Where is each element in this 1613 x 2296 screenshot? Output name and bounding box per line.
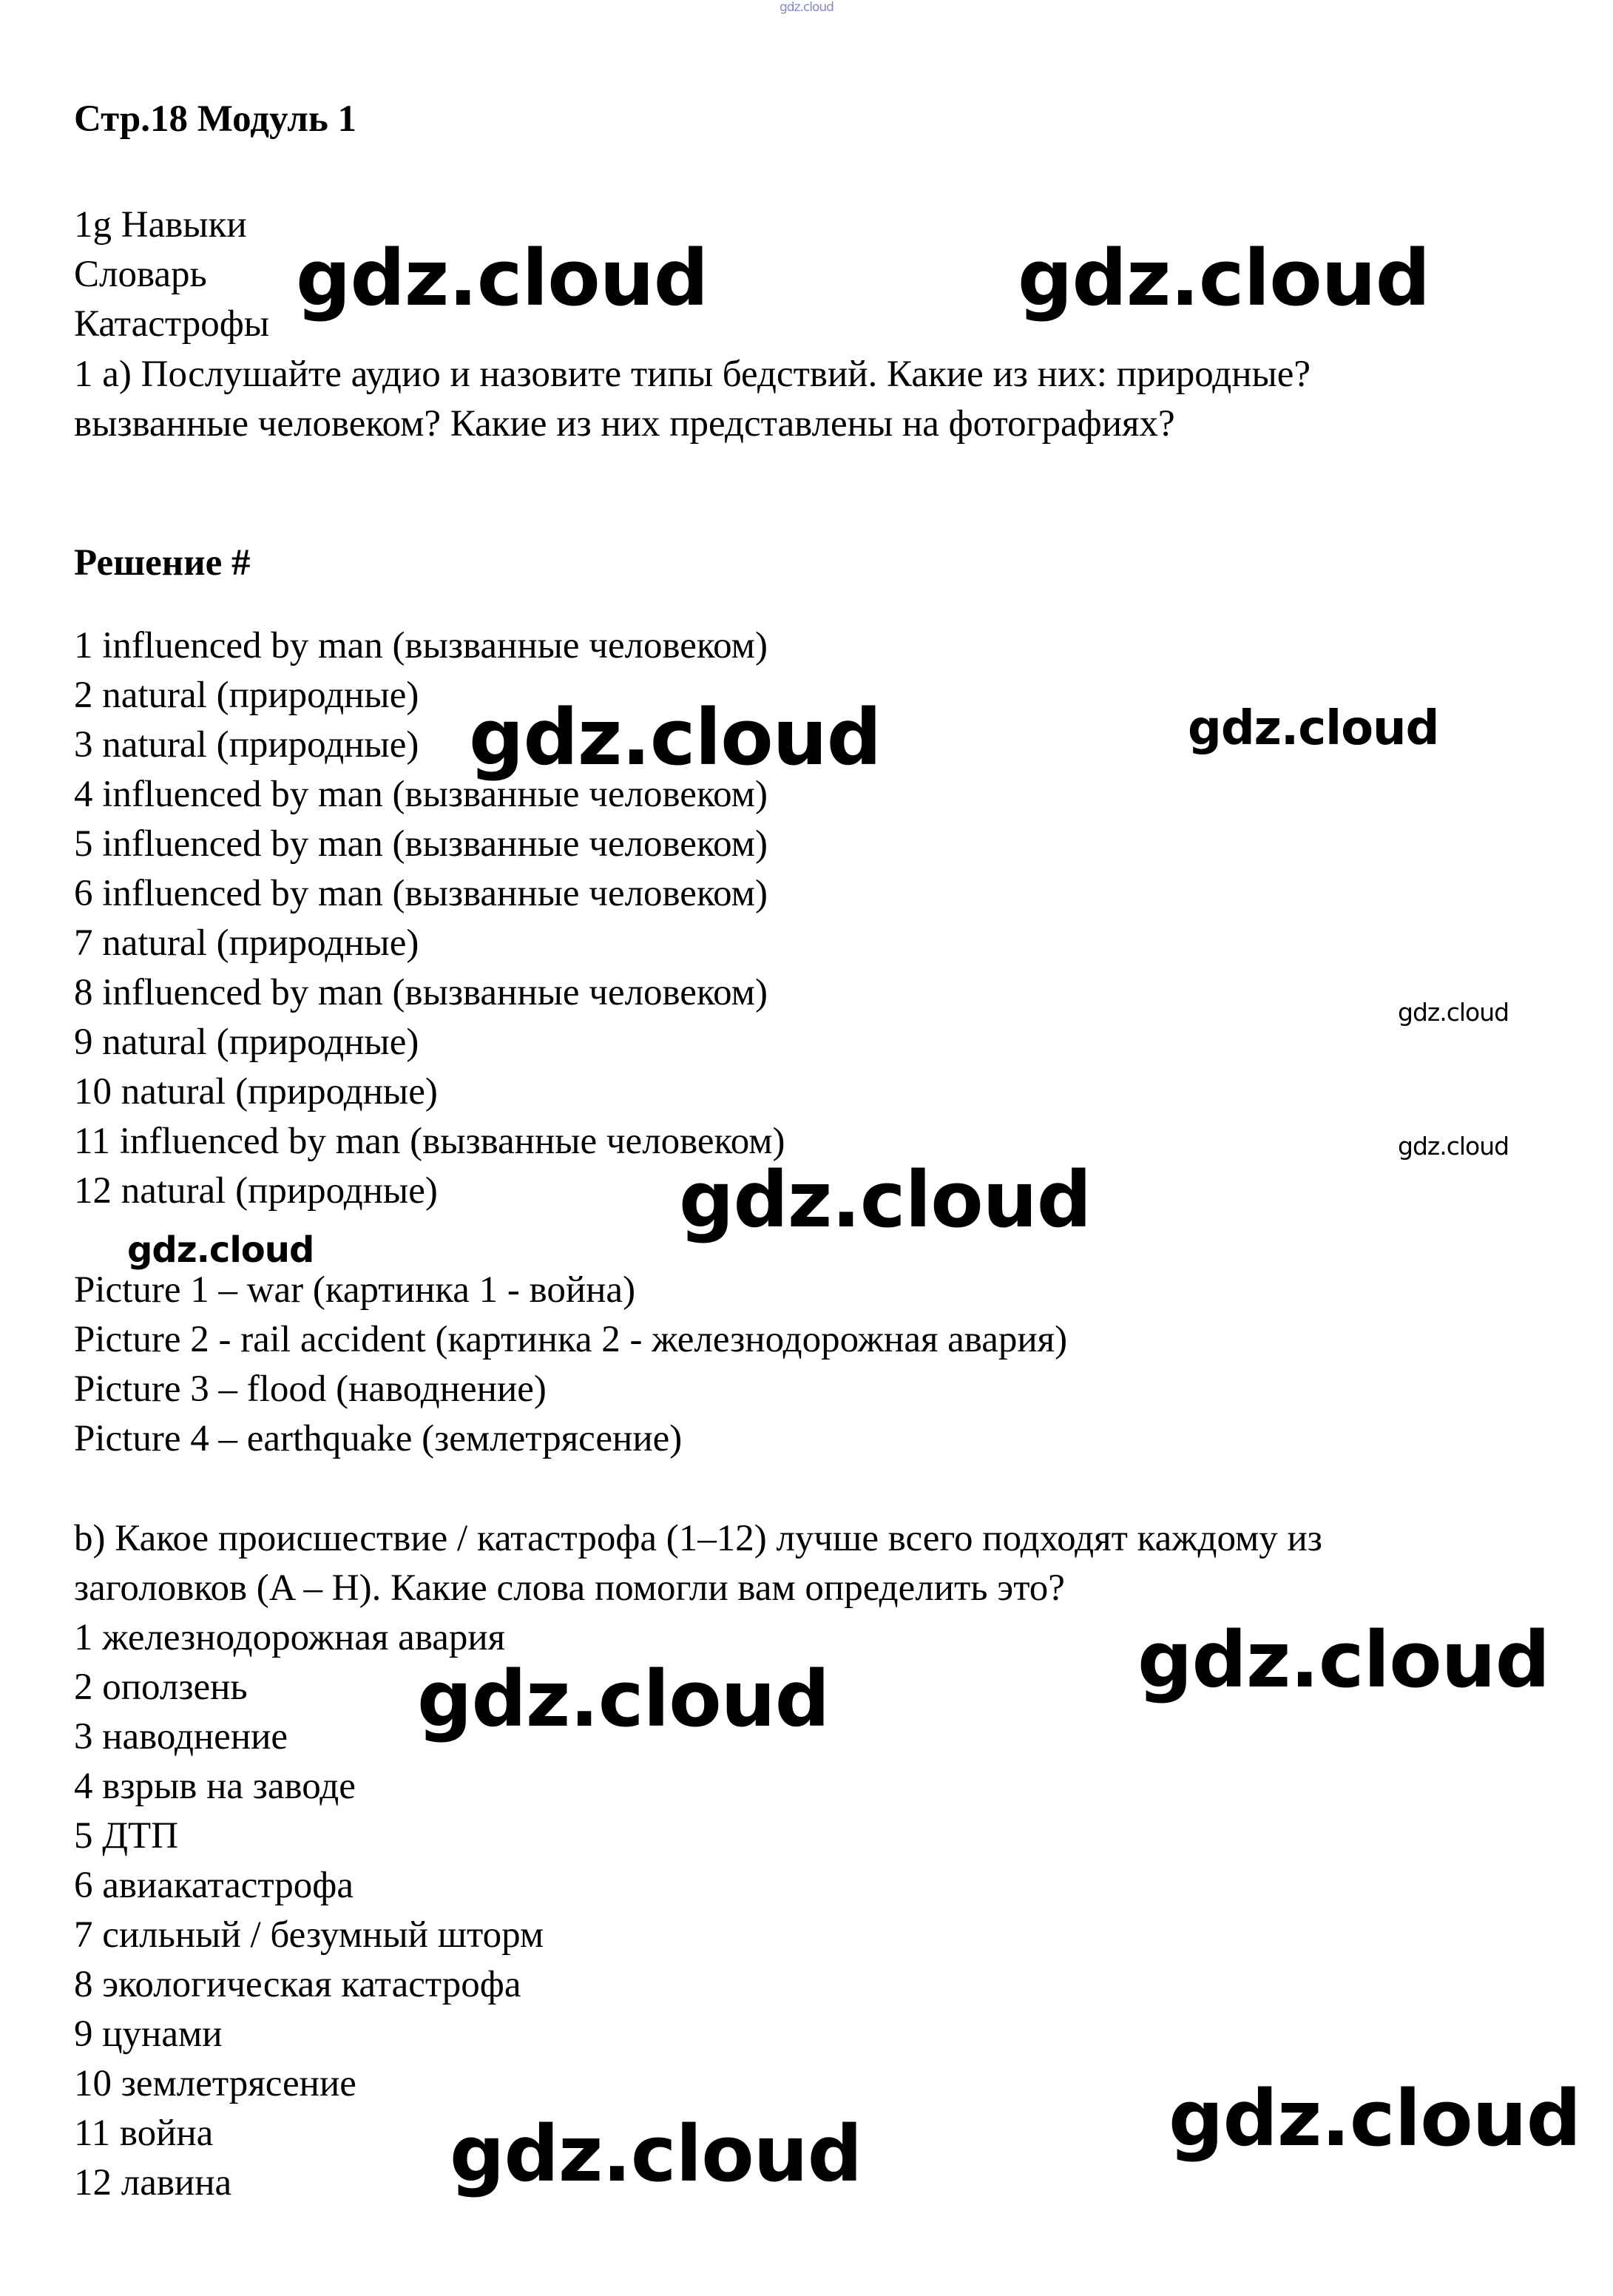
watermark: gdz.cloud [1398, 998, 1509, 1027]
answer-line: 2 natural (природные) [74, 675, 419, 716]
list-item: 12 лавина [74, 2162, 232, 2204]
watermark: gdz.cloud [1398, 1132, 1509, 1161]
answer-line: 9 natural (природные) [74, 1022, 419, 1063]
section-label: Катастрофы [74, 303, 270, 345]
answer-line: 3 natural (природные) [74, 724, 419, 766]
list-item: 5 ДТП [74, 1815, 179, 1857]
watermark: gdz.cloud [780, 0, 833, 15]
section-label: 1g Навыки [74, 204, 247, 246]
watermark: gdz.cloud [1169, 2073, 1581, 2164]
list-item: 2 оползень [74, 1667, 248, 1708]
answer-line: 6 influenced by man (вызванные человеком) [74, 873, 768, 914]
watermark: gdz.cloud [469, 692, 882, 783]
watermark: gdz.cloud [296, 233, 709, 323]
section-label: Словарь [74, 254, 207, 295]
list-item: 11 война [74, 2113, 214, 2154]
watermark: gdz.cloud [417, 1654, 830, 1744]
picture-line: Picture 2 - rail accident (картинка 2 - железнодорожная авария) [74, 1319, 1068, 1360]
watermark: gdz.cloud [679, 1155, 1092, 1245]
picture-line: Picture 4 – earthquake (землетрясение) [74, 1418, 683, 1459]
list-item: 1 железнодорожная авария [74, 1617, 506, 1658]
watermark: gdz.cloud [450, 2109, 862, 2199]
picture-line: Picture 3 – flood (наводнение) [74, 1368, 547, 1410]
task-text: заголовков (A – H). Какие слова помогли вам определить это? [74, 1567, 1065, 1609]
watermark: gdz.cloud [1188, 701, 1439, 756]
task-text: b) Какое происшествие / катастрофа (1–12) лучше всего подходят каждому из [74, 1518, 1322, 1559]
answer-line: 11 influenced by man (вызванные человеком) [74, 1121, 785, 1162]
answer-line: 12 natural (природные) [74, 1170, 438, 1212]
answer-line: 4 influenced by man (вызванные человеком) [74, 774, 768, 815]
list-item: 8 экологическая катастрофа [74, 1964, 521, 2005]
task-text: вызванные человеком? Какие из них представлены на фотографиях? [74, 403, 1175, 445]
answer-line: 1 influenced by man (вызванные человеком) [74, 625, 768, 666]
answer-line: 8 influenced by man (вызванные человеком) [74, 972, 768, 1013]
watermark: gdz.cloud [1137, 1615, 1550, 1705]
list-item: 3 наводнение [74, 1716, 288, 1758]
picture-line: Picture 1 – war (картинка 1 - война) [74, 1269, 636, 1311]
task-text: 1 а) Послушайте аудио и назовите типы бедствий. Какие из них: природные? [74, 354, 1311, 395]
list-item: 7 сильный / безумный шторм [74, 1914, 544, 1956]
list-item: 10 землетрясение [74, 2063, 356, 2104]
list-item: 6 авиакатастрофа [74, 1865, 354, 1906]
page-title: Стр.18 Модуль 1 [74, 98, 357, 140]
list-item: 9 цунами [74, 2013, 223, 2055]
answer-line: 7 natural (природные) [74, 922, 419, 964]
watermark: gdz.cloud [1018, 233, 1430, 323]
solution-heading: Решение # [74, 542, 251, 584]
list-item: 4 взрыв на заводе [74, 1766, 356, 1807]
watermark: gdz.cloud [127, 1229, 314, 1271]
answer-line: 5 influenced by man (вызванные человеком) [74, 823, 768, 865]
answer-line: 10 natural (природные) [74, 1071, 438, 1112]
